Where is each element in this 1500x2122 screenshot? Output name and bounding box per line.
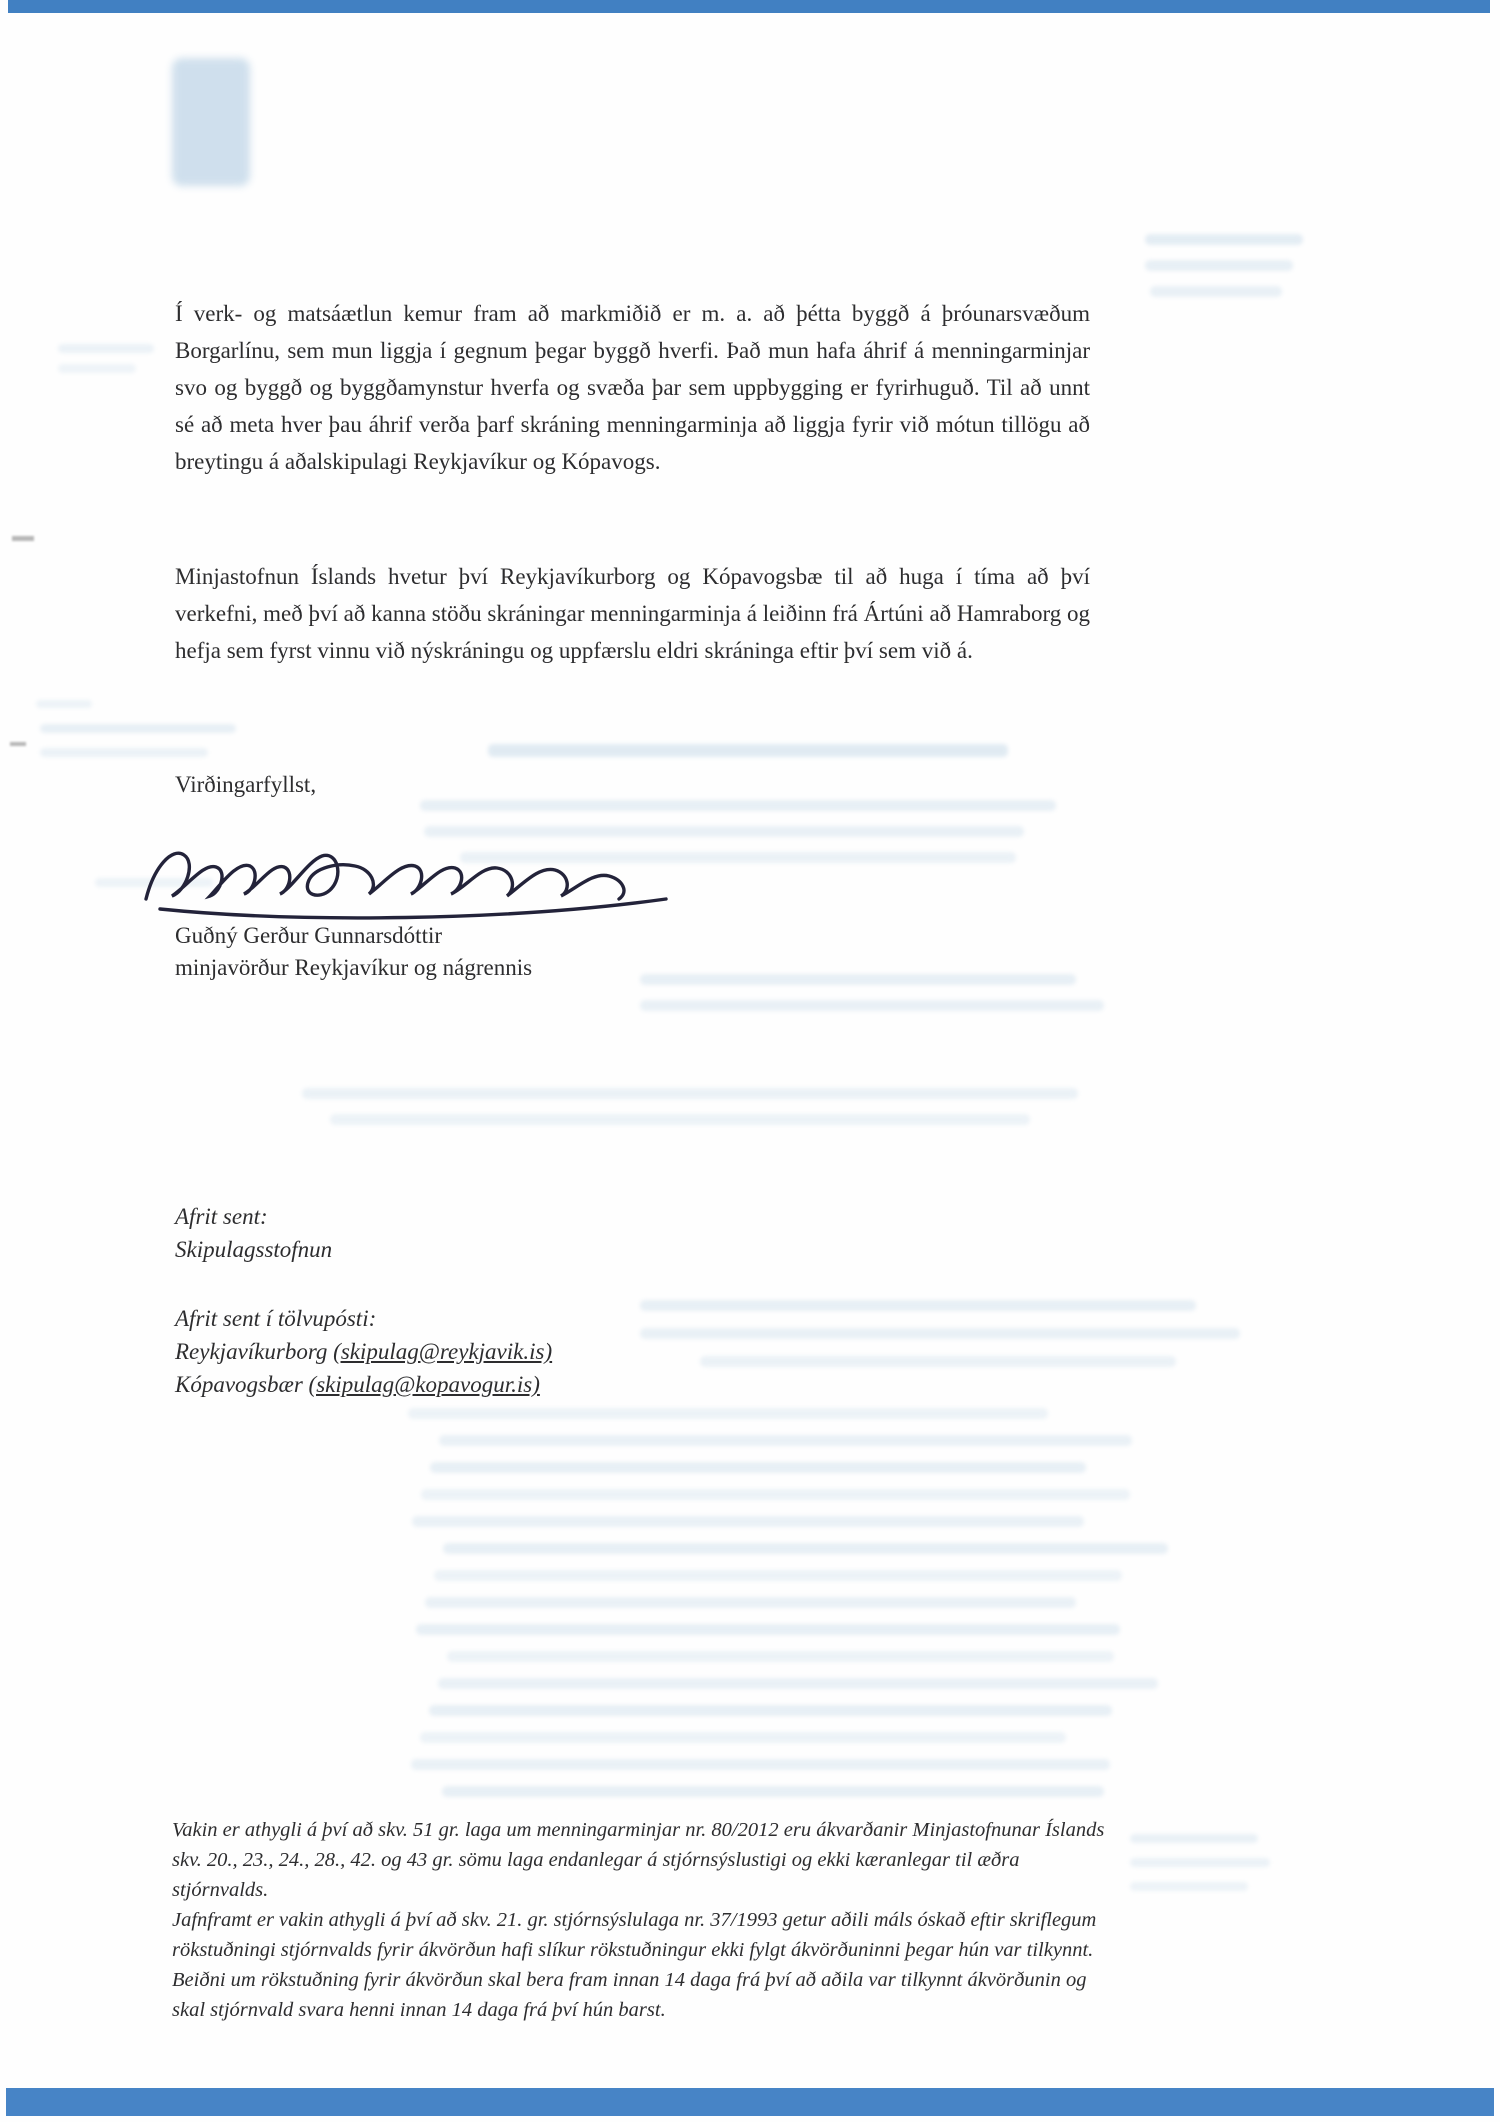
bleed-through-line — [58, 344, 154, 353]
bleed-through-line — [700, 1356, 1176, 1367]
bleed-through-line — [58, 364, 136, 373]
signer-name: Guðný Gerður Gunnarsdóttir — [175, 923, 443, 948]
bleed-through-line — [302, 1088, 1078, 1099]
closing-salutation: Virðingarfyllst, — [175, 772, 317, 797]
cc-email-recipient — [175, 1335, 552, 1368]
bleed-through-line — [36, 700, 92, 708]
legal-notice-paragraph-1: Vakin er athygli á því að skv. 51 gr. laga um menningarminjar nr. 80/2012 eru ákvarðanir Minjastofnunar Íslands skv. 20., 23., 24., 28., 42. og 43 gr. sömu laga endanlegar á stjórnsýslustigi og ekki kæranlegar til æðra stjórnvalds. — [172, 1819, 1105, 1901]
bleed-through-line — [1130, 1882, 1248, 1891]
recipient-name: Reykjavíkurborg — [175, 1339, 334, 1364]
bleed-through-line — [1130, 1858, 1270, 1867]
bottom-scan-bar — [6, 2088, 1494, 2116]
email-link-reykjavik[interactable]: (skipulag@reykjavik.is) — [333, 1339, 553, 1364]
bleed-through-line — [420, 1732, 1066, 1743]
bleed-through-line — [1130, 1834, 1258, 1843]
top-scan-bar — [8, 0, 1490, 13]
bleed-through-line — [1150, 286, 1282, 297]
bleed-through-line — [429, 1705, 1112, 1716]
cc-email-recipient — [175, 1368, 552, 1401]
bleed-through-line — [640, 1328, 1240, 1339]
edge-smudge — [10, 742, 26, 746]
bleed-through-line — [488, 744, 1008, 757]
bleed-through-line — [1145, 234, 1303, 245]
bleed-through-line — [408, 1408, 1048, 1419]
bleed-through-line — [411, 1759, 1110, 1770]
bleed-through-line — [434, 1570, 1122, 1581]
bleed-through-line — [416, 1624, 1120, 1635]
bleed-through-line — [439, 1435, 1132, 1446]
bleed-through-line — [330, 1114, 1030, 1125]
bleed-through-line — [40, 748, 208, 757]
cc-recipient: Skipulagsstofnun — [175, 1237, 333, 1262]
signer-title: minjavörður Reykjavíkur og nágrennis — [175, 955, 533, 980]
bleed-through-line — [425, 1597, 1076, 1608]
legal-notice — [172, 1815, 1120, 2025]
letter-paragraph-1: Í verk- og matsáætlun kemur fram að markmiðið er m. a. að þétta byggð á þróunarsvæðum Borgarlínu, sem mun liggja í gegnum þegar byggð hverfi. Það mun hafa áhrif á menningarminjar svo og byggð og byggðamynstur hverfa og svæða þar sem uppbygging er fyrirhuguð. Til að unnt sé að meta hver þau áhrif verða þarf skráning menningarminja að liggja fyrir við mótun tillögu að breytingu á aðalskipulagi Reykjavíkur og Kópavogs. — [175, 301, 1090, 474]
legal-notice-paragraph-2: Jafnframt er vakin athygli á því að skv. 21. gr. stjórnsýslulaga nr. 37/1993 getur aðili máls óskað eftir skriflegum rökstuðningi stjórnvalds fyrir ákvörðun hafi slíkur rökstuðningur ekki fylgt ákvörðuninni þegar hún var tilkynnt. Beiðni um rökstuðning fyrir ákvörðun skal bera fram innan 14 daga frá því að aðila var tilkynnt ákvörðunin og skal stjórnvald svara henni innan 14 daga frá því hún barst. — [172, 1909, 1097, 2021]
bleed-through-line — [442, 1786, 1104, 1797]
bleed-through-line — [421, 1489, 1130, 1500]
bleed-through-line — [438, 1678, 1158, 1689]
bleed-through-line — [412, 1516, 1084, 1527]
bleed-through-line — [40, 724, 236, 733]
cc-label: Afrit sent: — [175, 1204, 268, 1229]
edge-smudge — [12, 536, 34, 541]
bleed-through-line — [443, 1543, 1168, 1554]
bleed-through-line — [640, 974, 1076, 985]
bleed-through-line — [420, 800, 1056, 811]
cc-block — [175, 1200, 332, 1266]
cc-email-label: Afrit sent í tölvupósti: — [175, 1306, 377, 1331]
bleed-through-line — [1145, 260, 1293, 271]
bleed-through-line — [447, 1651, 1114, 1662]
bleed-through-logo — [172, 58, 250, 186]
bleed-through-line — [640, 1000, 1104, 1011]
letter-paragraph-2: Minjastofnun Íslands hvetur því Reykjavíkurborg og Kópavogsbæ til að huga í tíma að því verkefni, með því að kanna stöðu skráningar menningarminja á leiðinn frá Ártúni að Hamraborg og hefja sem fyrst vinnu við nýskráningu og uppfærslu eldri skráninga eftir því sem við á. — [175, 564, 1090, 663]
bleed-through-line — [430, 1462, 1086, 1473]
bleed-through-line — [640, 1300, 1196, 1311]
email-link-kopavogur[interactable]: (skipulag@kopavogur.is) — [308, 1372, 540, 1397]
cc-email-block — [175, 1302, 552, 1401]
recipient-name: Kópavogsbær — [175, 1372, 309, 1397]
